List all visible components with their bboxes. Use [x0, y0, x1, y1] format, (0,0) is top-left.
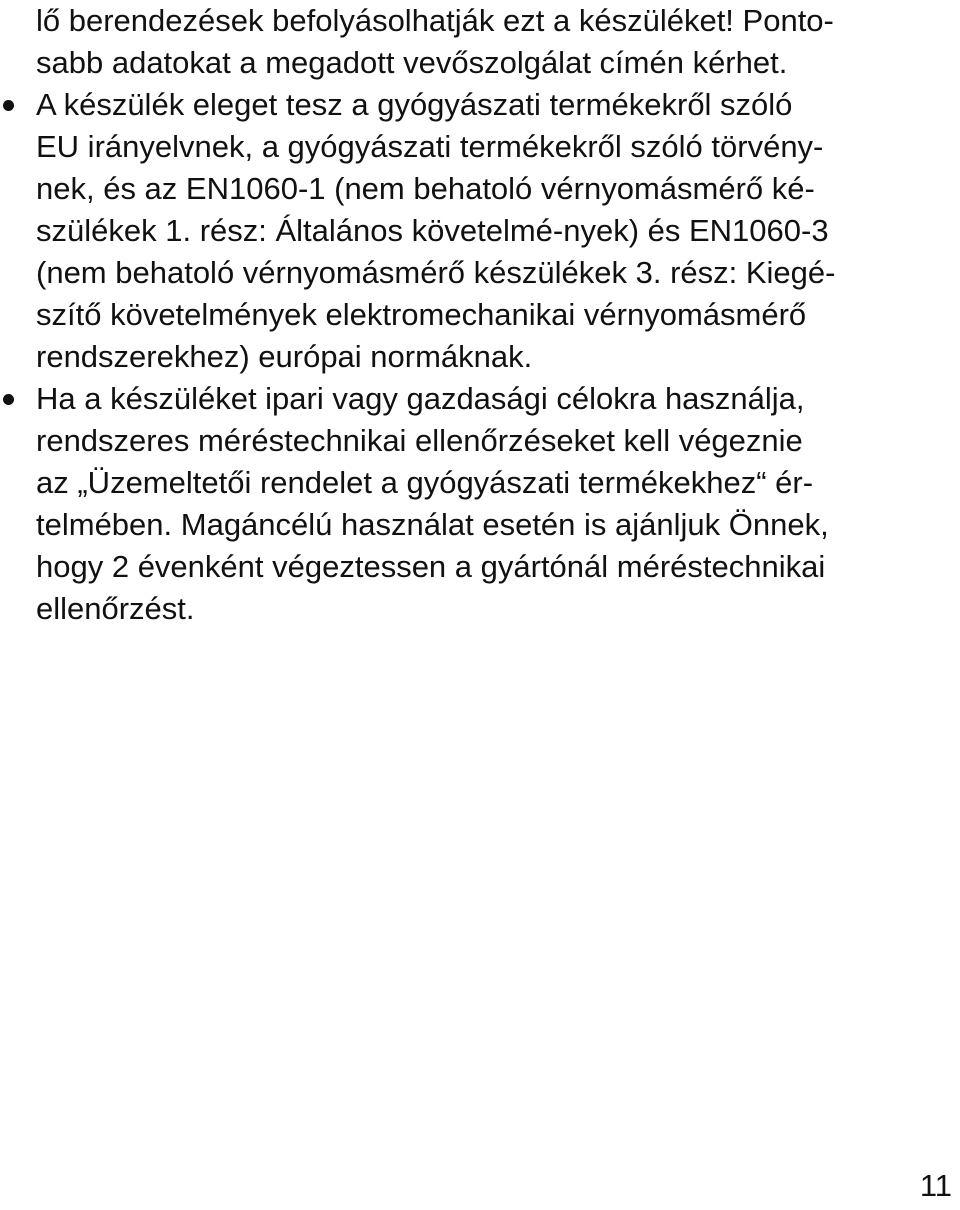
- text-span: Ha a készüléket ipari vagy gazdasági célokra használja,: [36, 381, 805, 416]
- text-line: EU irányelvnek, a gyógyászati termékekről szóló törvény-: [36, 129, 824, 164]
- bullet-item-directive: [36, 84, 916, 378]
- text-line: [36, 378, 916, 420]
- text-line: szítő követelmények elektromechanikai vérnyomásmérő: [36, 297, 807, 332]
- continuation-paragraph: [36, 0, 916, 84]
- page-number: 11: [919, 1168, 952, 1203]
- bullet-icon: [3, 394, 14, 405]
- text-line: hogy 2 évenként végeztessen a gyártónál méréstechnikai: [36, 549, 826, 584]
- text-span: A készülék eleget tesz a gyógyászati termékekről szóló: [36, 87, 793, 122]
- text-line: (nem behatoló vérnyomásmérő készülékek 3. rész: Kiegé-: [36, 255, 836, 290]
- text-line: az „Üzemeltetői rendelet a gyógyászati termékekhez“ ér-: [36, 465, 814, 500]
- document-body: [36, 0, 916, 630]
- text-line: rendszeres méréstechnikai ellenőrzéseket kell végeznie: [36, 423, 803, 458]
- text-line: [36, 84, 916, 126]
- text-line: rendszerekhez) európai normáknak.: [36, 339, 533, 374]
- text-line: nek, és az EN1060-1 (nem behatoló vérnyomásmérő ké-: [36, 171, 815, 206]
- bullet-icon: [3, 100, 14, 111]
- text-line: telmében. Magáncélú használat esetén is ajánljuk Önnek,: [36, 507, 829, 542]
- bullet-item-inspection: [36, 378, 916, 630]
- text-line: lő berendezések befolyásolhatják ezt a készüléket! Ponto-: [36, 3, 834, 38]
- text-line: sabb adatokat a megadott vevőszolgálat címén kérhet.: [36, 45, 788, 80]
- text-line: ellenőrzést.: [36, 591, 195, 626]
- text-line: szülékek 1. rész: Általános követelmé-nyek) és EN1060-3: [36, 213, 829, 248]
